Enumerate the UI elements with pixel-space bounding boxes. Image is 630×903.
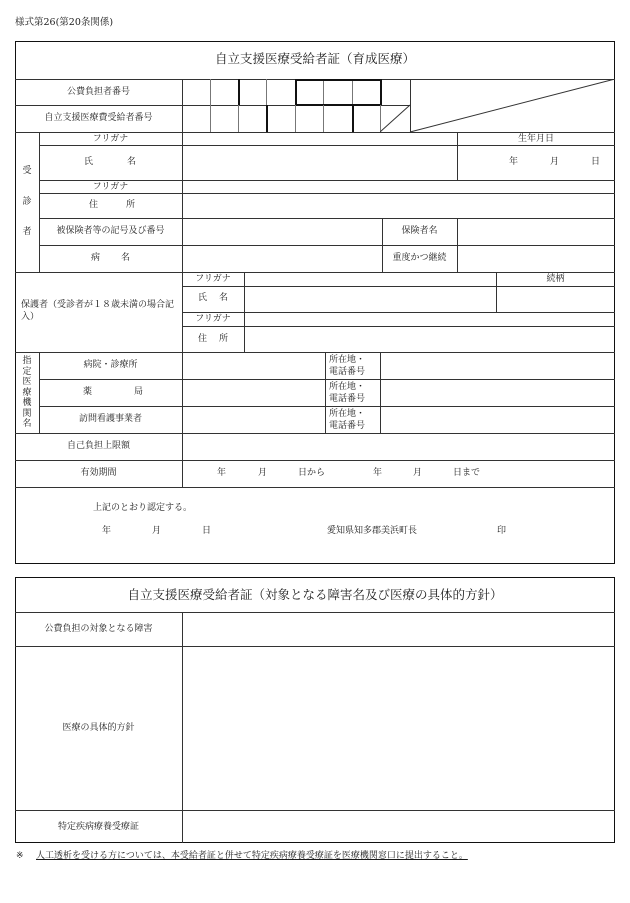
- unused-area-diagonals: [380, 79, 616, 133]
- footnote-mark: ※: [16, 851, 24, 861]
- pharmacy-label-char-2: 局: [134, 387, 144, 397]
- patient-section-char-3: 者: [22, 227, 32, 237]
- valid-from-year: 年: [217, 468, 227, 478]
- specific-disease-label: 特定疾病療養受療証: [57, 822, 139, 832]
- designated-institution-char-2: 定: [22, 366, 32, 377]
- certified-month: 月: [152, 526, 162, 536]
- birth-day-unit: 日: [591, 157, 601, 167]
- name-label-char-2: 名: [127, 157, 137, 167]
- insured-number-label: 被保険者等の記号及び番号: [56, 226, 165, 236]
- patient-section-char-1: 受: [22, 166, 32, 176]
- pharmacy-location-label-2: 電話番号: [329, 394, 366, 404]
- nursing-location-label-1: 所在地・: [329, 409, 366, 419]
- pharmacy-location-label-1: 所在地・: [329, 382, 366, 392]
- address-furigana-label: フリガナ: [92, 182, 129, 192]
- certified-year: 年: [102, 526, 112, 536]
- patient-furigana-label: フリガナ: [92, 134, 129, 144]
- designated-institution-char-4: 療: [22, 387, 32, 398]
- guardian-label: 保護者（受診者が１８歳未満の場合記入）: [21, 300, 175, 322]
- guardian-name-char-1: 氏: [198, 293, 208, 303]
- certificate-1-title: 自立支援医療受給者証（育成医療）: [214, 51, 415, 66]
- valid-to-day: 日まで: [453, 468, 481, 478]
- recipient-number-label: 自立支援医療費受給者番号: [44, 113, 153, 123]
- guardian-address-char-2: 所: [219, 334, 229, 344]
- designated-institution-char-3: 医: [22, 377, 32, 387]
- valid-from-day: 日から: [298, 468, 326, 478]
- disability-label: 公費負担の対象となる障害: [44, 624, 153, 634]
- address-label-char-2: 所: [126, 200, 136, 210]
- guardian-furigana-label: フリガナ: [195, 274, 231, 284]
- designated-institution-char-6: 関: [22, 408, 32, 419]
- designated-institution-char-5: 機: [22, 398, 32, 408]
- nursing-location-label-2: 電話番号: [329, 421, 366, 431]
- certified-text: 上記のとおり認定する。: [93, 503, 193, 513]
- hospital-location-label-2: 電話番号: [329, 367, 366, 377]
- guardian-address-furigana-label: フリガナ: [195, 314, 231, 324]
- patient-section-char-2: 診: [22, 197, 32, 207]
- birth-year-unit: 年: [509, 157, 519, 167]
- designated-institution-char-1: 指: [22, 356, 32, 366]
- valid-period-label: 有効期間: [80, 468, 117, 478]
- visiting-nursing-label: 訪問看護事業者: [78, 414, 142, 424]
- valid-from-month: 月: [258, 468, 268, 478]
- issuer: 愛知県知多郡美浜町長: [327, 526, 418, 536]
- birth-month-unit: 月: [550, 157, 560, 167]
- guardian-address-char-1: 住: [198, 334, 208, 344]
- address-label-char-1: 住: [89, 200, 99, 210]
- footnote-text: 人工透析を受ける方については、本受給者証と併せて特定疾病療養受療証を医療機関窓口に提出すること。: [36, 851, 468, 861]
- disease-label-char-1: 病: [91, 253, 101, 263]
- relationship-label: 続柄: [546, 274, 565, 284]
- copay-limit-label: 自己負担上限額: [66, 441, 130, 451]
- certificate-2-title: 自立支援医療受給者証（対象となる障害名及び医療の具体的方針）: [127, 587, 503, 602]
- severe-continuous-label: 重度かつ継続: [392, 253, 447, 263]
- designated-institution-char-7: 名: [22, 419, 32, 429]
- disease-label-char-2: 名: [121, 253, 131, 263]
- hospital-label: 病院・診療所: [83, 360, 138, 370]
- birth-date-label: 生年月日: [517, 134, 554, 144]
- form-number: 様式第26(第20条関係): [15, 17, 114, 28]
- valid-to-year: 年: [373, 468, 383, 478]
- hospital-location-label-1: 所在地・: [329, 355, 366, 365]
- certified-day: 日: [202, 526, 212, 536]
- insurer-name-label: 保険者名: [401, 226, 438, 236]
- guardian-name-char-2: 名: [219, 293, 229, 303]
- name-label-char-1: 氏: [84, 157, 94, 167]
- certificate-2-frame: [15, 577, 615, 843]
- public-payer-number-label: 公費負担者番号: [66, 87, 130, 97]
- pharmacy-label-char-1: 薬: [83, 387, 93, 397]
- seal-mark: 印: [497, 526, 507, 536]
- policy-label: 医療の具体的方針: [62, 723, 135, 733]
- valid-to-month: 月: [413, 468, 423, 478]
